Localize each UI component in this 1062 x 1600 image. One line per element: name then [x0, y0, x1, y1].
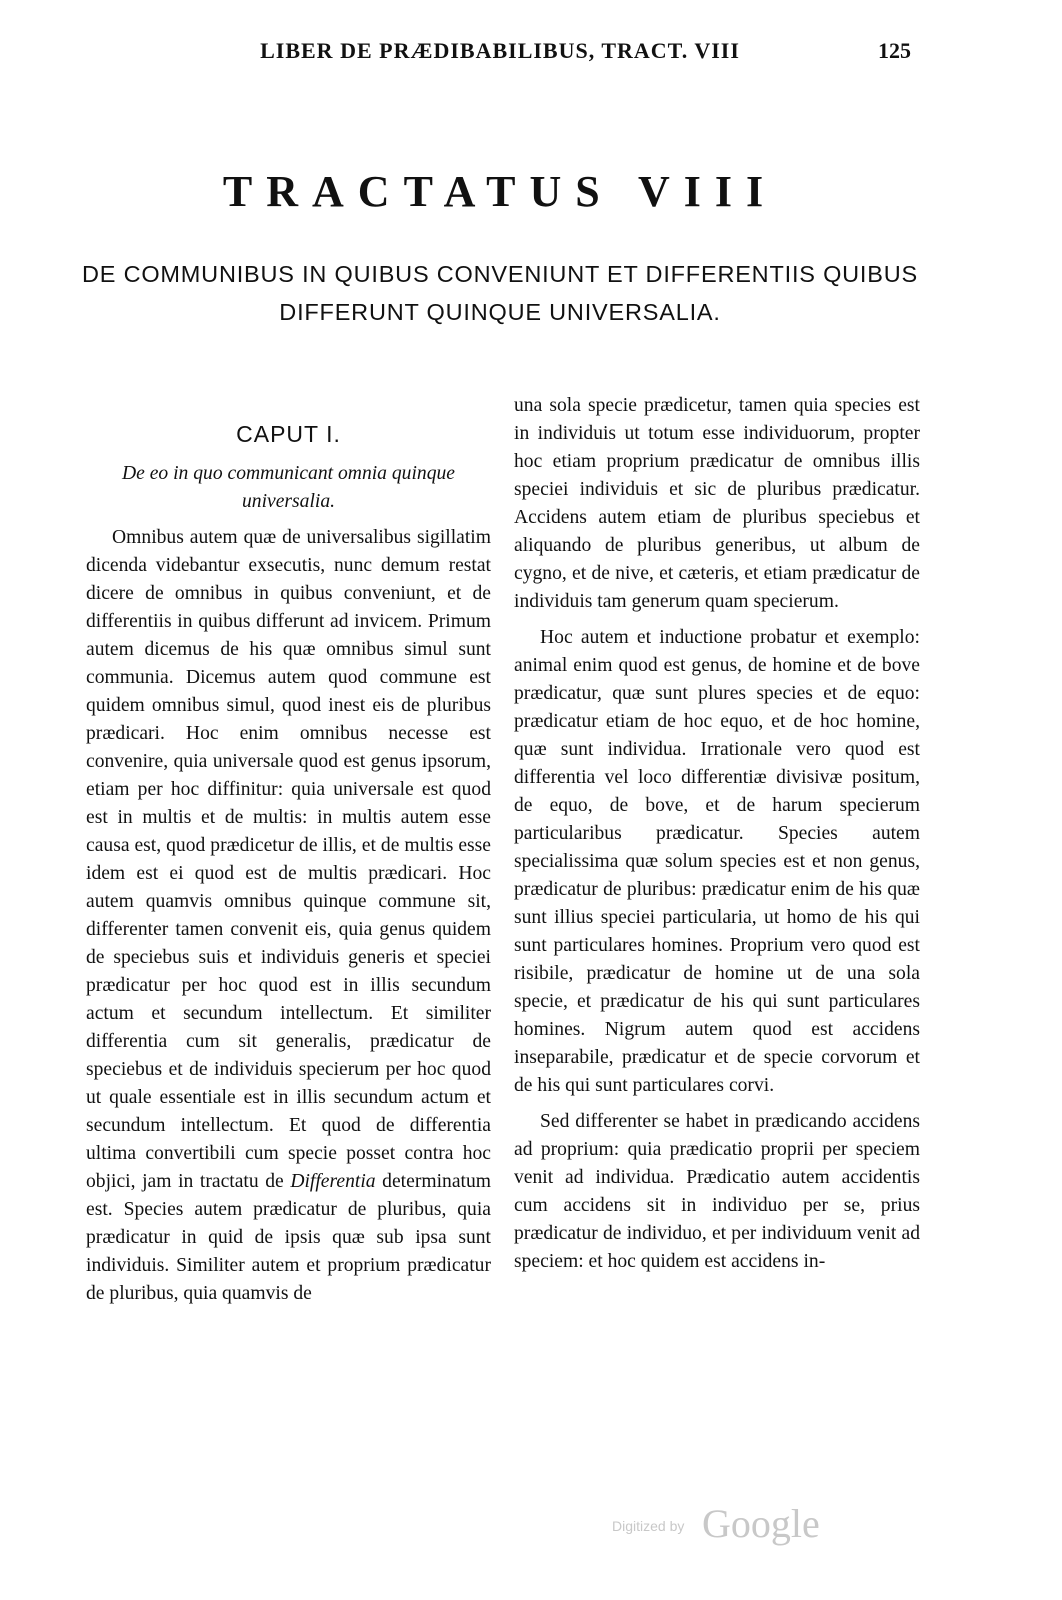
tractatus-subtitle: DE COMMUNIBUS IN QUIBUS CONVENIUNT ET DIFFERENTIIS QUIBUS DIFFERUNT QUINQUE UNIVERSALIA. [82, 261, 918, 325]
right-paragraph-1: una sola specie prædicetur, tamen quia species est in individuis ut totum esse individuorum, propter hoc etiam proprium prædicatur de omnibus illis speciei individuis et sic de pluribus prædicatur. Accidens autem etiam de pluribus speciebus et aliquando de pluribus generibus, ut album de cygno, et de nive, et cæteris, et etiam prædicatur de individuis tam generum quam specierum. [514, 395, 920, 612]
digitized-text: Digitized by [612, 1518, 685, 1534]
right-paragraph-3: Sed differenter se habet in prædicando accidens ad proprium: quia prædicatio proprii per speciem venit ad individua. Prædicatio autem accidentis cum accidens sit in individuo per se, prius prædicatur de individuo, et per individuum venit ad speciem: et hoc quidem est accidens in- [514, 1111, 920, 1272]
left-column [86, 420, 491, 1308]
chapter-subtitle: De eo in quo communicant omnia quinque universalia. [121, 463, 456, 512]
left-paragraph [86, 524, 491, 1308]
chapter-label: CAPUT I. [236, 421, 341, 447]
left-paragraph-italic: Differentia [290, 1171, 376, 1192]
page-number: 125 [878, 38, 911, 63]
left-paragraph-part-a: Omnibus autem quæ de universalibus sigillatim dicenda videbantur exsecutis, nunc demum restat dicere de omnibus in quibus conveniunt, et de differentiis in quibus differunt ad invicem. Primum autem dicemus de his quæ omnibus simul sunt communia. Dicemus autem quod commune est quidem omnibus simul, quod inest eis de pluribus prædicari. Hoc enim omnibus necesse est convenire, quia universale quod est genus ipsorum, etiam per hoc diffinitur: quia universale est quod est in multis et de multis: in multis autem esse causa est, quod prædicetur de illis, et de multis esse idem est ei quod est de multis prædicari. Hoc autem quamvis omnibus quinque commune sit, differenter tamen convenit eis, quia genus quidem de speciebus suis et individuis generis et speciei prædicatur per hoc quod est in illis secundum actum et secundum intellectum. Et similiter differentia cum sit generalis, prædicatur de speciebus et de individuis specierum per hoc quod ut quale essentiale est in illis secundum actum et secundum intellectum. Et quod de differentia ultima convertibili cum specie posset contra hoc objici, jam in tractatu de [86, 527, 491, 1192]
left-paragraph-part-b: determinatum est. Species autem prædicatur de pluribus, quia prædicatur in quid de ipsis quæ sub ipsa sunt individuis. Similiter autem et proprium prædicatur de pluribus, quia quamvis de [86, 1171, 492, 1304]
right-column [514, 392, 920, 1276]
digitized-watermark [612, 1500, 852, 1550]
running-head: LIBER DE PRÆDIBABILIBUS, TRACT. VIII [260, 38, 740, 63]
right-paragraph-2: Hoc autem et inductione probatur et exemplo: animal enim quod est genus, de homine et de bove prædicatur, quæ sunt plures species et de equo: prædicatur etiam de hoc equo, et de hoc homine, quæ sunt individua. Irrationale vero quod est differentia vel loco differentiæ divisivæ positum, de equo, de bove, et de harum specierum particularibus prædicatur. Species autem specialissima quæ solum species est et non genus, prædicatur de pluribus: prædicatur enim de his quæ sunt illius speciei particularia, ut homo de his qui sunt particulares homines. Proprium vero quod est risibile, prædicatur de homine ut de una sola specie, et prædicatur de his qui sunt particulares homines. Nigrum autem quod est accidens inseparabile, prædicatur et de specie corvorum et de his qui sunt particulares corvi. [514, 627, 920, 1096]
tractatus-title: TRACTATUS VIII [222, 167, 778, 216]
google-logo: Google [702, 1501, 820, 1546]
